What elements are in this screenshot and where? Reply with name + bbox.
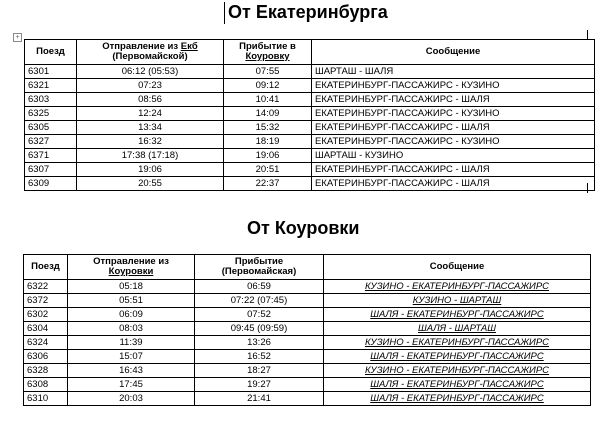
col-header-train: Поезд: [24, 255, 68, 280]
col-header-train: Поезд: [25, 40, 77, 65]
cell-route: [324, 280, 591, 294]
cell-train-number: 6305: [25, 121, 77, 135]
route-text: КУЗИНО - ЕКАТЕРИНБУРГ-ПАССАЖИРС: [364, 336, 550, 348]
table-row: [24, 280, 591, 294]
cell-arrival-time: 18:27: [195, 364, 324, 378]
cell-arrival-time: 18:19: [224, 135, 312, 149]
cell-arrival-time: 16:52: [195, 350, 324, 364]
cell-route: [324, 294, 591, 308]
cell-arrival-time: 15:32: [224, 121, 312, 135]
table-move-handle-icon[interactable]: +: [13, 33, 22, 42]
timetable-from-kourovka: [23, 254, 591, 406]
section-title-from-ekaterinburg: От Екатеринбурга: [228, 2, 388, 22]
cell-departure-time: 05:51: [68, 294, 195, 308]
cell-departure-time: 15:07: [68, 350, 195, 364]
cell-train-number: 6327: [25, 135, 77, 149]
cell-arrival-time: 21:41: [195, 392, 324, 406]
header-text: Прибытие: [234, 256, 284, 267]
cell-route: [324, 308, 591, 322]
table-row: [25, 135, 595, 149]
table-row: [25, 65, 595, 79]
table-row: [24, 336, 591, 350]
route-text: ШАЛЯ - ЕКАТЕРИНБУРГ-ПАССАЖИРС: [370, 350, 544, 362]
route-text: ШАЛЯ - ЕКАТЕРИНБУРГ-ПАССАЖИРС: [370, 392, 544, 404]
table-row: [24, 392, 591, 406]
col-header-route: Сообщение: [324, 255, 591, 280]
cell-route: [324, 350, 591, 364]
cell-train-number: 6324: [24, 336, 68, 350]
route-text: ШАЛЯ - ЕКАТЕРИНБУРГ-ПАССАЖИРС: [370, 308, 544, 320]
cell-arrival-time: 07:52: [195, 308, 324, 322]
cell-arrival-time: 20:51: [224, 163, 312, 177]
cell-route: ЕКАТЕРИНБУРГ-ПАССАЖИРС - КУЗИНО: [312, 79, 595, 93]
cell-arrival-time: 19:27: [195, 378, 324, 392]
cell-departure-time: 06:09: [68, 308, 195, 322]
col-header-departure: [77, 40, 224, 65]
table-header-row: [25, 40, 595, 65]
cell-train-number: 6328: [24, 364, 68, 378]
cell-departure-time: 05:18: [68, 280, 195, 294]
table-row: [25, 163, 595, 177]
cell-train-number: 6322: [24, 280, 68, 294]
cell-route: [324, 364, 591, 378]
cell-arrival-time: 22:37: [224, 177, 312, 191]
cell-route: ЕКАТЕРИНБУРГ-ПАССАЖИРС - ШАЛЯ: [312, 93, 595, 107]
table-row: [25, 93, 595, 107]
cell-route: ЕКАТЕРИНБУРГ-ПАССАЖИРС - ШАЛЯ: [312, 121, 595, 135]
table-header-row: [24, 255, 591, 280]
cell-route: ЕКАТЕРИНБУРГ-ПАССАЖИРС - КУЗИНО: [312, 107, 595, 121]
cell-route: [324, 392, 591, 406]
timetable-from-ekaterinburg: [24, 39, 595, 191]
cell-departure-time: 06:12 (05:53): [77, 65, 224, 79]
col-header-departure: [68, 255, 195, 280]
cell-train-number: 6307: [25, 163, 77, 177]
cell-arrival-time: 09:12: [224, 79, 312, 93]
cell-route: [324, 336, 591, 350]
cell-train-number: 6309: [25, 177, 77, 191]
table-row: [25, 177, 595, 191]
table-row: [25, 79, 595, 93]
table-row: [24, 322, 591, 336]
cell-departure-time: 19:06: [77, 163, 224, 177]
table-row: [25, 121, 595, 135]
text-cursor: [224, 2, 225, 24]
cell-departure-time: 20:03: [68, 392, 195, 406]
cell-arrival-time: 19:06: [224, 149, 312, 163]
cell-train-number: 6303: [25, 93, 77, 107]
cell-train-number: 6372: [24, 294, 68, 308]
header-text: Отправление из: [93, 256, 169, 267]
cell-train-number: 6310: [24, 392, 68, 406]
route-text: КУЗИНО - ШАРТАШ: [412, 294, 502, 306]
cell-route: ЕКАТЕРИНБУРГ-ПАССАЖИРС - ШАЛЯ: [312, 177, 595, 191]
col-header-arrival: [224, 40, 312, 65]
cell-train-number: 6302: [24, 308, 68, 322]
cell-arrival-time: 07:55: [224, 65, 312, 79]
cell-train-number: 6308: [24, 378, 68, 392]
cell-departure-time: 16:32: [77, 135, 224, 149]
table-row: [24, 378, 591, 392]
cell-train-number: 6371: [25, 149, 77, 163]
cell-departure-time: 13:34: [77, 121, 224, 135]
table-row: [24, 308, 591, 322]
cell-route: ШАРТАШ - КУЗИНО: [312, 149, 595, 163]
table-row: [25, 149, 595, 163]
header-text: Коуровку: [245, 51, 290, 62]
route-text: КУЗИНО - ЕКАТЕРИНБУРГ-ПАССАЖИРС: [364, 364, 550, 376]
col-header-arrival: [195, 255, 324, 280]
cell-departure-time: 17:38 (17:18): [77, 149, 224, 163]
cell-departure-time: 20:55: [77, 177, 224, 191]
cell-train-number: 6321: [25, 79, 77, 93]
header-text: (Первомайская): [221, 266, 297, 277]
header-text: Отправление из: [102, 41, 181, 52]
cell-arrival-time: 06:59: [195, 280, 324, 294]
cell-departure-time: 16:43: [68, 364, 195, 378]
cell-route: ШАРТАШ - ШАЛЯ: [312, 65, 595, 79]
cell-arrival-time: 13:26: [195, 336, 324, 350]
route-text: ШАЛЯ - ШАРТАШ: [418, 322, 496, 334]
cell-arrival-time: 10:41: [224, 93, 312, 107]
header-text: Коуровки: [108, 266, 154, 277]
table-row: [24, 294, 591, 308]
col-header-route: Сообщение: [312, 40, 595, 65]
header-text: Екб: [180, 41, 198, 52]
cell-train-number: 6306: [24, 350, 68, 364]
cell-departure-time: 11:39: [68, 336, 195, 350]
route-text: КУЗИНО - ЕКАТЕРИНБУРГ-ПАССАЖИРС: [364, 280, 550, 292]
cell-route: ЕКАТЕРИНБУРГ-ПАССАЖИРС - КУЗИНО: [312, 135, 595, 149]
header-text: Прибытие в: [239, 41, 296, 52]
cell-train-number: 6325: [25, 107, 77, 121]
cell-departure-time: 17:45: [68, 378, 195, 392]
cell-route: [324, 378, 591, 392]
table-row: [24, 350, 591, 364]
cell-arrival-time: 14:09: [224, 107, 312, 121]
section-title-from-kourovka: От Коуровки: [247, 218, 360, 238]
cell-departure-time: 12:24: [77, 107, 224, 121]
cell-route: [324, 322, 591, 336]
header-text: (Первомайской): [112, 51, 188, 62]
cell-departure-time: 07:23: [77, 79, 224, 93]
table-row: [24, 364, 591, 378]
table-row: [25, 107, 595, 121]
cell-train-number: 6301: [25, 65, 77, 79]
cell-departure-time: 08:03: [68, 322, 195, 336]
cell-route: ЕКАТЕРИНБУРГ-ПАССАЖИРС - ШАЛЯ: [312, 163, 595, 177]
cell-arrival-time: 09:45 (09:59): [195, 322, 324, 336]
cell-arrival-time: 07:22 (07:45): [195, 294, 324, 308]
cell-train-number: 6304: [24, 322, 68, 336]
cell-departure-time: 08:56: [77, 93, 224, 107]
route-text: ШАЛЯ - ЕКАТЕРИНБУРГ-ПАССАЖИРС: [370, 378, 544, 390]
